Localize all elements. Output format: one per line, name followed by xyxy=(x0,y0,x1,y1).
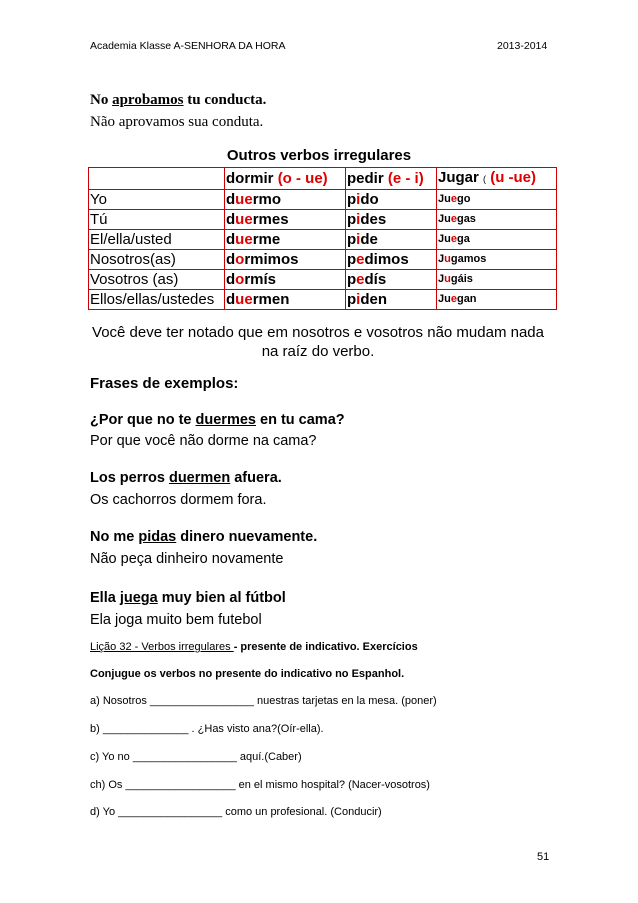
table-row xyxy=(89,230,557,250)
table-row xyxy=(89,190,557,210)
pedir-cell: pedís xyxy=(346,270,437,290)
top-example-post: tu conducta. xyxy=(183,92,267,108)
pedir-cell: pido xyxy=(346,190,437,210)
subject-cell: Tú xyxy=(89,210,225,230)
example-translation: Ela joga muito bem futebol xyxy=(90,612,262,628)
jugar-cell: Jugamos xyxy=(437,250,557,270)
table-row xyxy=(89,270,557,290)
instruction: Conjugue os verbos no presente do indicativo no Espanhol. xyxy=(90,668,405,680)
header-pedir: pedir (e - i) xyxy=(346,168,437,190)
dormir-cell: duermes xyxy=(225,210,346,230)
dormir-cell: duermen xyxy=(225,290,346,310)
header-left: Academia Klasse A-SENHORA DA HORA xyxy=(90,40,286,52)
jugar-cell: Juego xyxy=(437,190,557,210)
exercise-item: a) Nosotros _________________ nuestras tarjetas en la mesa. (poner) xyxy=(90,695,437,707)
top-example-translation: Não aprovamos sua conduta. xyxy=(90,114,264,130)
jugar-cell: Juega xyxy=(437,230,557,250)
lesson-link[interactable]: Lição 32 - Verbos irregulares xyxy=(90,641,234,653)
example-translation: Por que você não dorme na cama? xyxy=(90,433,317,449)
verb-table xyxy=(88,167,557,310)
subject-cell: El/ella/usted xyxy=(89,230,225,250)
subject-cell: Vosotros (as) xyxy=(89,270,225,290)
exercise-item: b) ______________ . ¿Has visto ana?(Oír-ella). xyxy=(90,723,324,735)
subject-cell: Yo xyxy=(89,190,225,210)
exercise-item: d) Yo _________________ como un profesional. (Conducir) xyxy=(90,806,382,818)
example-sentence: Los perros duermen afuera. xyxy=(90,470,282,486)
table-row xyxy=(89,250,557,270)
dormir-cell: dormimos xyxy=(225,250,346,270)
pedir-cell: piden xyxy=(346,290,437,310)
top-example xyxy=(90,92,266,109)
table-row xyxy=(89,210,557,230)
pedir-cell: pide xyxy=(346,230,437,250)
pedir-cell: pedimos xyxy=(346,250,437,270)
top-example-pre: No xyxy=(90,92,113,108)
subject-cell: Ellos/ellas/ustedes xyxy=(89,290,225,310)
table-header-row xyxy=(89,168,557,190)
dormir-cell: duerme xyxy=(225,230,346,250)
example-translation: Os cachorros dormem fora. xyxy=(90,492,267,508)
example-sentence: Ella juega muy bien al fútbol xyxy=(90,590,286,606)
pedir-cell: pides xyxy=(346,210,437,230)
lesson-title: Lição 32 - Verbos irregulares - presente de indicativo. Exercícios xyxy=(90,641,418,653)
jugar-cell: Juegan xyxy=(437,290,557,310)
header-right: 2013-2014 xyxy=(497,40,548,52)
jugar-cell: Jugáis xyxy=(437,270,557,290)
example-sentence: ¿Por que no te duermes en tu cama? xyxy=(90,412,345,428)
header-empty-cell xyxy=(89,168,225,190)
note-text: Você deve ter notado que em nosotros e vosotros não mudam nada na raíz do verbo. xyxy=(92,324,544,360)
exercise-item: ch) Os __________________ en el mismo hospital? (Nacer-vosotros) xyxy=(90,779,430,791)
examples-heading: Frases de exemplos: xyxy=(90,375,239,392)
jugar-cell: Juegas xyxy=(437,210,557,230)
exercise-item: c) Yo no _________________ aquí.(Caber) xyxy=(90,751,302,763)
header-dormir: dormir (o - ue) xyxy=(225,168,346,190)
example-sentence: No me pidas dinero nuevamente. xyxy=(90,529,318,545)
dormir-cell: duermo xyxy=(225,190,346,210)
page-number: 51 xyxy=(537,851,550,863)
top-example-verb: aprobamos xyxy=(112,92,184,108)
table-row xyxy=(89,290,557,310)
dormir-cell: dormís xyxy=(225,270,346,290)
header-jugar: Jugar ( (u -ue) xyxy=(437,168,557,190)
table-caption: Outros verbos irregulares xyxy=(226,147,412,164)
subject-cell: Nosotros(as) xyxy=(89,250,225,270)
example-translation: Não peça dinheiro novamente xyxy=(90,551,284,567)
